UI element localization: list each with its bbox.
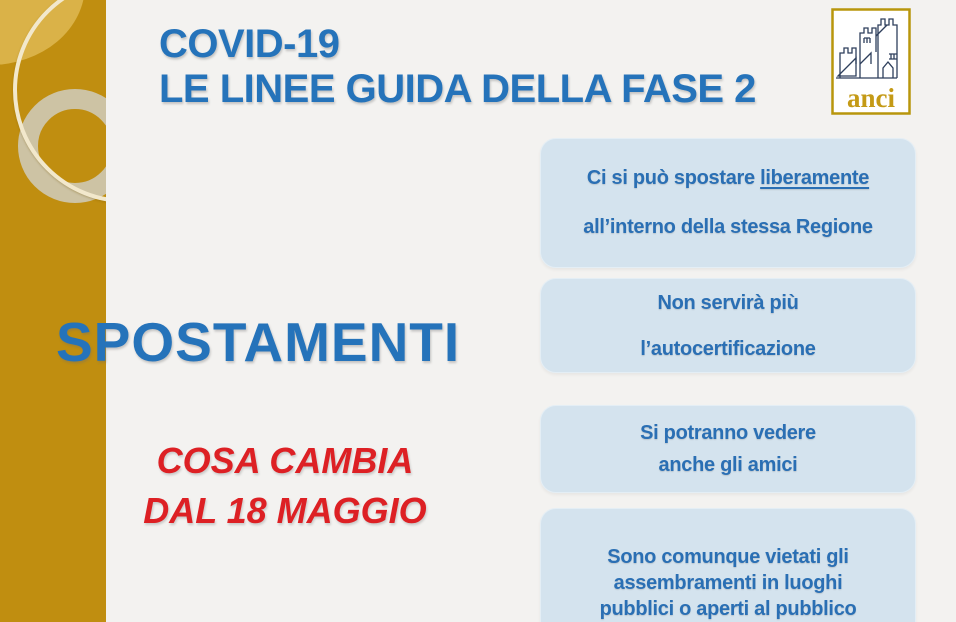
info-box-line: Si potranno vedere — [640, 422, 816, 444]
info-box-line: l’autocertificazione — [640, 337, 816, 360]
slide-subtitle — [60, 436, 510, 535]
info-box-line: Non servirà più — [657, 291, 799, 314]
info-box-line: anche gli amici — [658, 454, 798, 476]
info-box-line: all’interno della stessa Regione — [583, 216, 873, 238]
anci-wordmark: anci — [846, 83, 896, 113]
subtitle-line-1: COSA CAMBIA — [156, 440, 414, 481]
info-box-line: pubblici o aperti al pubblico — [599, 598, 857, 620]
info-box-friends — [540, 405, 916, 493]
title-line-1: COVID-19 — [159, 22, 340, 66]
info-box-underlined-text: liberamente — [760, 167, 870, 189]
info-box-line — [549, 154, 907, 203]
info-box-movement — [540, 138, 916, 268]
title-line-2: LE LINEE GUIDA DELLA FASE 2 — [159, 67, 756, 112]
info-box-self-certification — [540, 278, 916, 373]
info-box-text: Ci si può spostare — [586, 167, 761, 189]
section-title: SPOSTAMENTI — [56, 311, 461, 373]
info-box-line: Sono comunque vietati gli — [607, 546, 849, 568]
anci-logo — [831, 8, 911, 115]
anci-castle-icon — [831, 8, 911, 115]
slide-title — [159, 22, 756, 112]
subtitle-line-2: DAL 18 MAGGIO — [143, 489, 427, 531]
info-box-line: assembramenti in luoghi — [613, 572, 843, 594]
info-box-gatherings — [540, 508, 916, 622]
